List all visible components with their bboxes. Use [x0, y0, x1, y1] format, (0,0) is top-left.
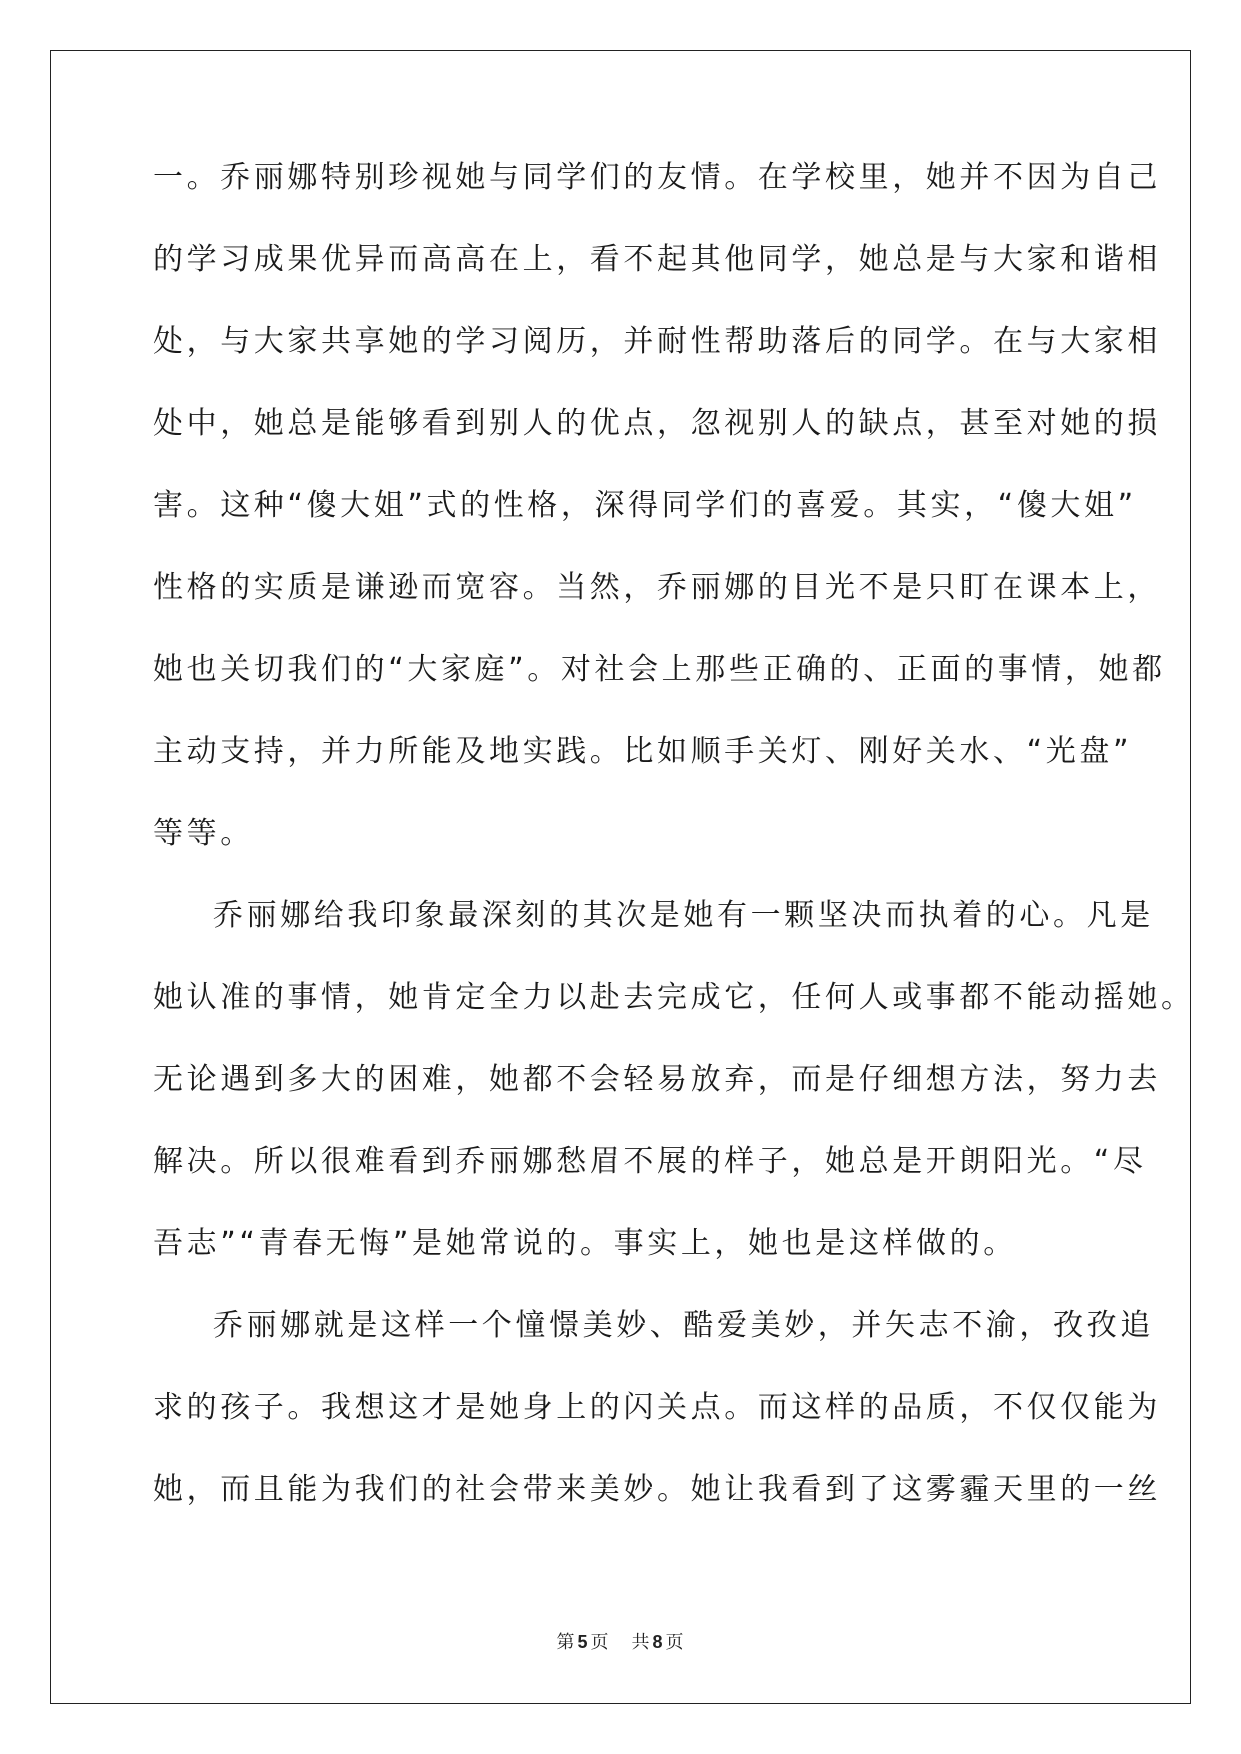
footer-total-prefix: 共 — [631, 1632, 651, 1653]
text-line: 解决。所以很难看到乔丽娜愁眉不展的样子，她总是开朗阳光。“尽 — [153, 1144, 1147, 1179]
document-body — [153, 158, 1195, 1552]
text-line: 无论遇到多大的困难，她都不会轻易放弃，而是仔细想方法，努力去 — [153, 1062, 1161, 1097]
text-line: 性格的实质是谦逊而宽容。当然，乔丽娜的目光不是只盯在课本上， — [153, 570, 1161, 605]
paragraph-3 — [153, 1306, 1161, 1552]
paragraph-2 — [153, 896, 1195, 1306]
total-pages: 8 — [652, 1632, 664, 1652]
text-line: 处中，她总是能够看到别人的优点，忽视别人的缺点，甚至对她的损 — [153, 406, 1161, 441]
text-line: 她认准的事情，她肯定全力以赴去完成它，任何人或事都不能动摇她。 — [153, 980, 1195, 1015]
text-line: 她也关切我们的“大家庭”。对社会上那些正确的、正面的事情，她都 — [153, 652, 1166, 687]
text-line: 乔丽娜给我印象最深刻的其次是她有一颗坚决而执着的心。凡是 — [213, 898, 1154, 933]
footer-total-suffix: 页 — [665, 1632, 685, 1653]
text-line: 一。乔丽娜特别珍视她与同学们的友情。在学校里，她并不因为自己 — [153, 160, 1161, 195]
page-number: 5 — [577, 1632, 589, 1652]
text-line: 吾志”“青春无悔”是她常说的。事实上，她也是这样做的。 — [153, 1226, 1017, 1261]
text-line: 害。这种“傻大姐”式的性格，深得同学们的喜爱。其实，“傻大姐” — [153, 488, 1137, 523]
text-line: 她，而且能为我们的社会带来美妙。她让我看到了这雾霾天里的一丝 — [153, 1472, 1161, 1507]
text-line: 的学习成果优异而高高在上，看不起其他同学，她总是与大家和谐相 — [153, 242, 1161, 277]
paragraph-1 — [153, 158, 1166, 896]
text-line: 处，与大家共享她的学习阅历，并耐性帮助落后的同学。在与大家相 — [153, 324, 1161, 359]
text-line: 乔丽娜就是这样一个憧憬美妙、酷爱美妙，并矢志不渝，孜孜追 — [213, 1308, 1154, 1343]
page-footer — [0, 1628, 1241, 1654]
footer-prefix: 第 — [556, 1632, 576, 1653]
text-line: 等等。 — [153, 816, 254, 851]
footer-page-suffix: 页 — [590, 1632, 610, 1653]
text-line: 求的孩子。我想这才是她身上的闪关点。而这样的品质，不仅仅能为 — [153, 1390, 1161, 1425]
text-line: 主动支持，并力所能及地实践。比如顺手关灯、刚好关水、“光盘” — [153, 734, 1133, 769]
